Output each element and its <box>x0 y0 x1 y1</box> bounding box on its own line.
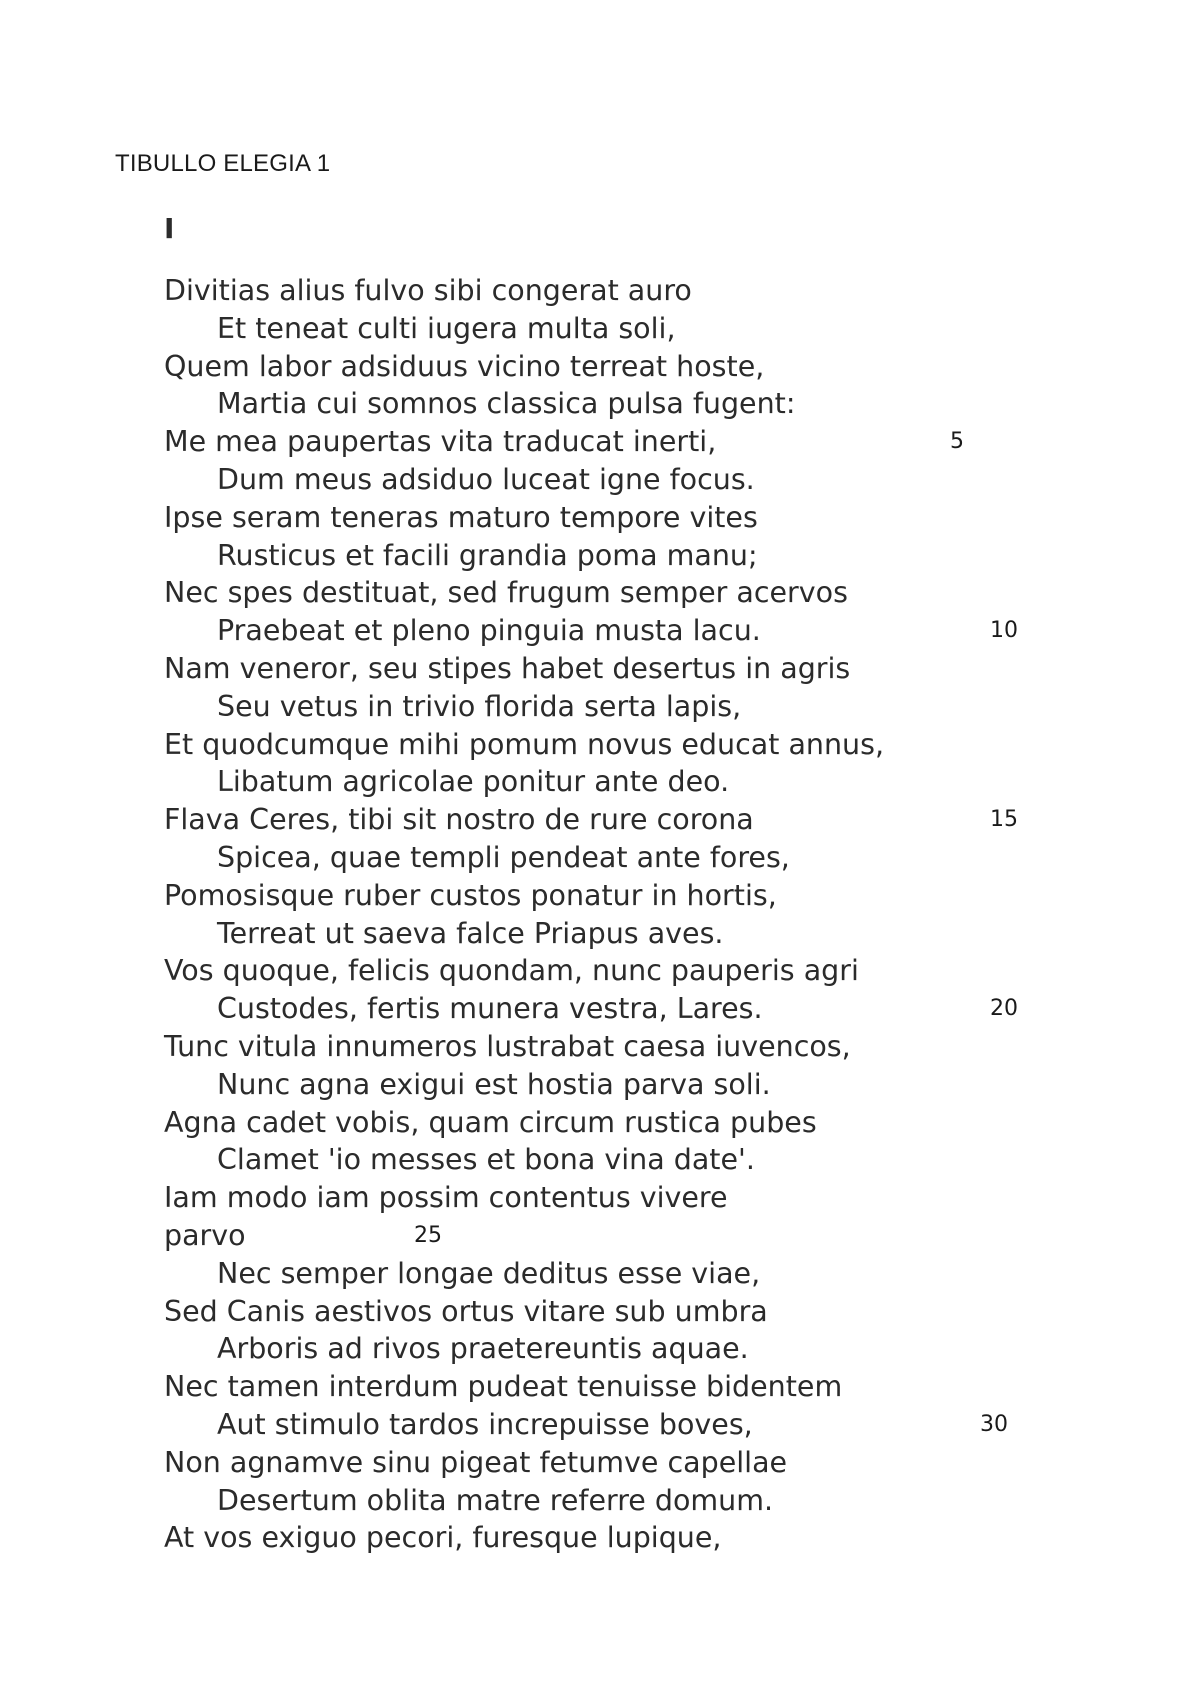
poem-line-text: Flava Ceres, tibi sit nostro de rure corona <box>164 803 754 837</box>
poem-line-text: Custodes, fertis munera vestra, Lares. <box>217 992 763 1026</box>
poem-line-text: Quem labor adsiduus vicino terreat hoste, <box>164 349 765 383</box>
poem-line <box>164 385 1064 423</box>
poem-line <box>164 877 1064 915</box>
poem-line-text: parvo <box>164 1218 246 1252</box>
poem-line-text: Nec spes destituat, sed frugum semper acervos <box>164 576 848 610</box>
poem-line-text: Nunc agna exigui est hostia parva soli. <box>217 1067 771 1101</box>
poem-line <box>164 1028 1064 1066</box>
poem-line <box>164 1104 1064 1142</box>
poem-line <box>164 1141 1064 1179</box>
poem-line-text: Nam veneror, seu stipes habet desertus in agris <box>164 651 851 685</box>
poem-line-text: Terreat ut saeva falce Priapus aves. <box>217 916 724 950</box>
poem-line <box>164 537 1064 575</box>
poem-line <box>164 1330 1064 1368</box>
poem-line <box>164 612 1064 650</box>
poem-line <box>164 650 1064 688</box>
poem-line-text: Nec semper longae deditus esse viae, <box>217 1256 761 1290</box>
poem-line <box>164 688 1064 726</box>
poem-line-text: Desertum oblita matre referre domum. <box>217 1483 774 1517</box>
document-title: TIBULLO ELEGIA 1 <box>115 150 331 177</box>
poem-body <box>164 272 1064 1557</box>
poem-line <box>164 423 1064 461</box>
poem-line <box>164 915 1064 953</box>
poem-line <box>164 499 1064 537</box>
poem-line-text: Vos quoque, felicis quondam, nunc pauperis agri <box>164 954 859 988</box>
poem-line-text: Aut stimulo tardos increpuisse boves, <box>217 1407 753 1441</box>
line-number: 15 <box>990 807 1018 833</box>
poem-line-text: Dum meus adsiduo luceat igne focus. <box>217 462 755 496</box>
poem-line-text: Me mea paupertas vita traducat inerti, <box>164 425 717 459</box>
poem-line-text: Libatum agricolae ponitur ante deo. <box>217 765 730 799</box>
poem-line-text: Praebeat et pleno pinguia musta lacu. <box>217 614 761 648</box>
poem-line <box>164 1217 1064 1255</box>
poem-line <box>164 1406 1064 1444</box>
poem-line-text: Seu vetus in trivio florida serta lapis, <box>217 689 742 723</box>
poem-line <box>164 1066 1064 1104</box>
poem-line <box>164 1368 1064 1406</box>
poem-line <box>164 1482 1064 1520</box>
poem-line-text: Ipse seram teneras maturo tempore vites <box>164 500 758 534</box>
poem-line <box>164 1519 1064 1557</box>
poem-line-text: Tunc vitula innumeros lustrabat caesa iuvencos, <box>164 1029 851 1063</box>
poem-line <box>164 763 1064 801</box>
line-number: 30 <box>980 1411 1008 1437</box>
poem-line <box>164 1179 1064 1217</box>
poem-line <box>164 1444 1064 1482</box>
poem-line <box>164 801 1064 839</box>
poem-line <box>164 272 1064 310</box>
poem-line-text: Spicea, quae templi pendeat ante fores, <box>217 840 790 874</box>
poem-line-text: Rusticus et facili grandia poma manu; <box>217 538 758 572</box>
line-number: 20 <box>990 996 1018 1022</box>
poem-line <box>164 348 1064 386</box>
line-number: 5 <box>950 429 964 455</box>
poem-line-text: Martia cui somnos classica pulsa fugent: <box>217 387 796 421</box>
poem-line <box>164 990 1064 1028</box>
poem-line <box>164 1293 1064 1331</box>
poem-line <box>164 310 1064 348</box>
poem-line-text: Pomosisque ruber custos ponatur in hortis, <box>164 878 777 912</box>
poem-line <box>164 726 1064 764</box>
poem-line <box>164 839 1064 877</box>
poem-line-text: Agna cadet vobis, quam circum rustica pubes <box>164 1105 817 1139</box>
poem-line-text: Non agnamve sinu pigeat fetumve capellae <box>164 1445 788 1479</box>
poem-line-text: Et teneat culti iugera multa soli, <box>217 311 676 345</box>
poem-line-text: Clamet 'io messes et bona vina date'. <box>217 1143 755 1177</box>
poem-line-text: Sed Canis aestivos ortus vitare sub umbra <box>164 1294 768 1328</box>
poem-line-text: Arboris ad rivos praetereuntis aquae. <box>217 1332 749 1366</box>
poem-line-text: Divitias alius fulvo sibi congerat auro <box>164 274 692 307</box>
poem-line <box>164 574 1064 612</box>
poem-line <box>164 952 1064 990</box>
poem-line <box>164 1255 1064 1293</box>
line-number: 10 <box>990 618 1018 644</box>
line-number: 25 <box>414 1222 442 1248</box>
poem-line-text: Nec tamen interdum pudeat tenuisse bidentem <box>164 1370 843 1404</box>
poem-line-text: At vos exiguo pecori, furesque lupique, <box>164 1521 722 1555</box>
poem-line-text: Iam modo iam possim contentus vivere <box>164 1181 728 1215</box>
section-numeral: I <box>164 212 175 245</box>
poem-line <box>164 461 1064 499</box>
poem-line-text: Et quodcumque mihi pomum novus educat annus, <box>164 727 885 761</box>
